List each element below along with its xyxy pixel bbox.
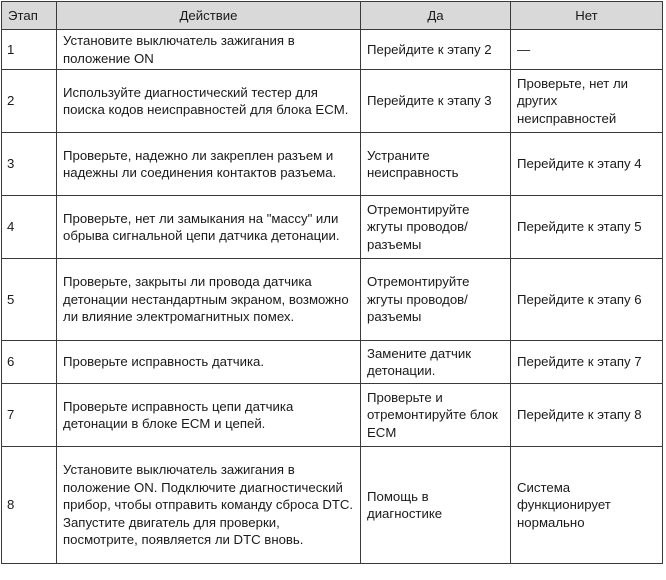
- step-action: Проверьте исправность датчика.: [57, 341, 361, 384]
- table-row: [2, 70, 663, 133]
- step-action: Проверьте, нет ли замыкания на "массу" или обрыва сигнальной цепи датчика детонации.: [57, 196, 361, 259]
- step-no: Система функционирует нормально: [511, 447, 663, 564]
- step-no: Перейдите к этапу 8: [511, 384, 663, 447]
- step-no: Перейдите к этапу 6: [511, 259, 663, 341]
- step-yes: Помощь в диагностике: [361, 447, 511, 564]
- diagnostic-steps-table: [1, 1, 663, 564]
- step-no: Проверьте, нет ли других неисправностей: [511, 70, 663, 133]
- step-action: Установите выключатель зажигания в положение ON: [57, 30, 361, 70]
- step-yes: Перейдите к этапу 2: [361, 30, 511, 70]
- header-no: Нет: [511, 2, 663, 30]
- step-number: 2: [2, 70, 57, 133]
- header-step: Этап: [2, 2, 57, 30]
- step-number: 3: [2, 133, 57, 196]
- step-yes: Отремонтируйте жгуты проводов/ разъемы: [361, 259, 511, 341]
- step-no: Перейдите к этапу 5: [511, 196, 663, 259]
- step-yes: Устраните неисправность: [361, 133, 511, 196]
- step-action: Проверьте, надежно ли закреплен разъем и надежны ли соединения контактов разъема.: [57, 133, 361, 196]
- step-yes: Отремонтируйте жгуты проводов/ разъемы: [361, 196, 511, 259]
- step-action: Проверьте исправность цепи датчика детонации в блоке ECM и цепей.: [57, 384, 361, 447]
- step-yes: Перейдите к этапу 3: [361, 70, 511, 133]
- step-no: Перейдите к этапу 7: [511, 341, 663, 384]
- header-yes: Да: [361, 2, 511, 30]
- table-row: [2, 341, 663, 384]
- step-no: Перейдите к этапу 4: [511, 133, 663, 196]
- table-row: [2, 196, 663, 259]
- step-action: Установите выключатель зажигания в положение ON. Подключите диагностический прибор, чтобы отправить команду сброса DTC. Запустите двигатель для проверки, посмотрите, появляется ли DTC вновь.: [57, 447, 361, 564]
- step-yes: Замените датчик детонации.: [361, 341, 511, 384]
- table-row: [2, 447, 663, 564]
- step-action: Проверьте, закрыты ли провода датчика детонации нестандартным экраном, возможно ли влияние электромагнитных помех.: [57, 259, 361, 341]
- step-number: 5: [2, 259, 57, 341]
- step-number: 4: [2, 196, 57, 259]
- step-action: Используйте диагностический тестер для поиска кодов неисправностей для блока ECM.: [57, 70, 361, 133]
- table-row: [2, 30, 663, 70]
- step-yes: Проверьте и отремонтируйте блок ECM: [361, 384, 511, 447]
- table-row: [2, 133, 663, 196]
- table-header-row: [2, 2, 663, 30]
- step-number: 8: [2, 447, 57, 564]
- step-no: —: [511, 30, 663, 70]
- table-row: [2, 259, 663, 341]
- step-number: 7: [2, 384, 57, 447]
- table-row: [2, 384, 663, 447]
- header-action: Действие: [57, 2, 361, 30]
- step-number: 6: [2, 341, 57, 384]
- step-number: 1: [2, 30, 57, 70]
